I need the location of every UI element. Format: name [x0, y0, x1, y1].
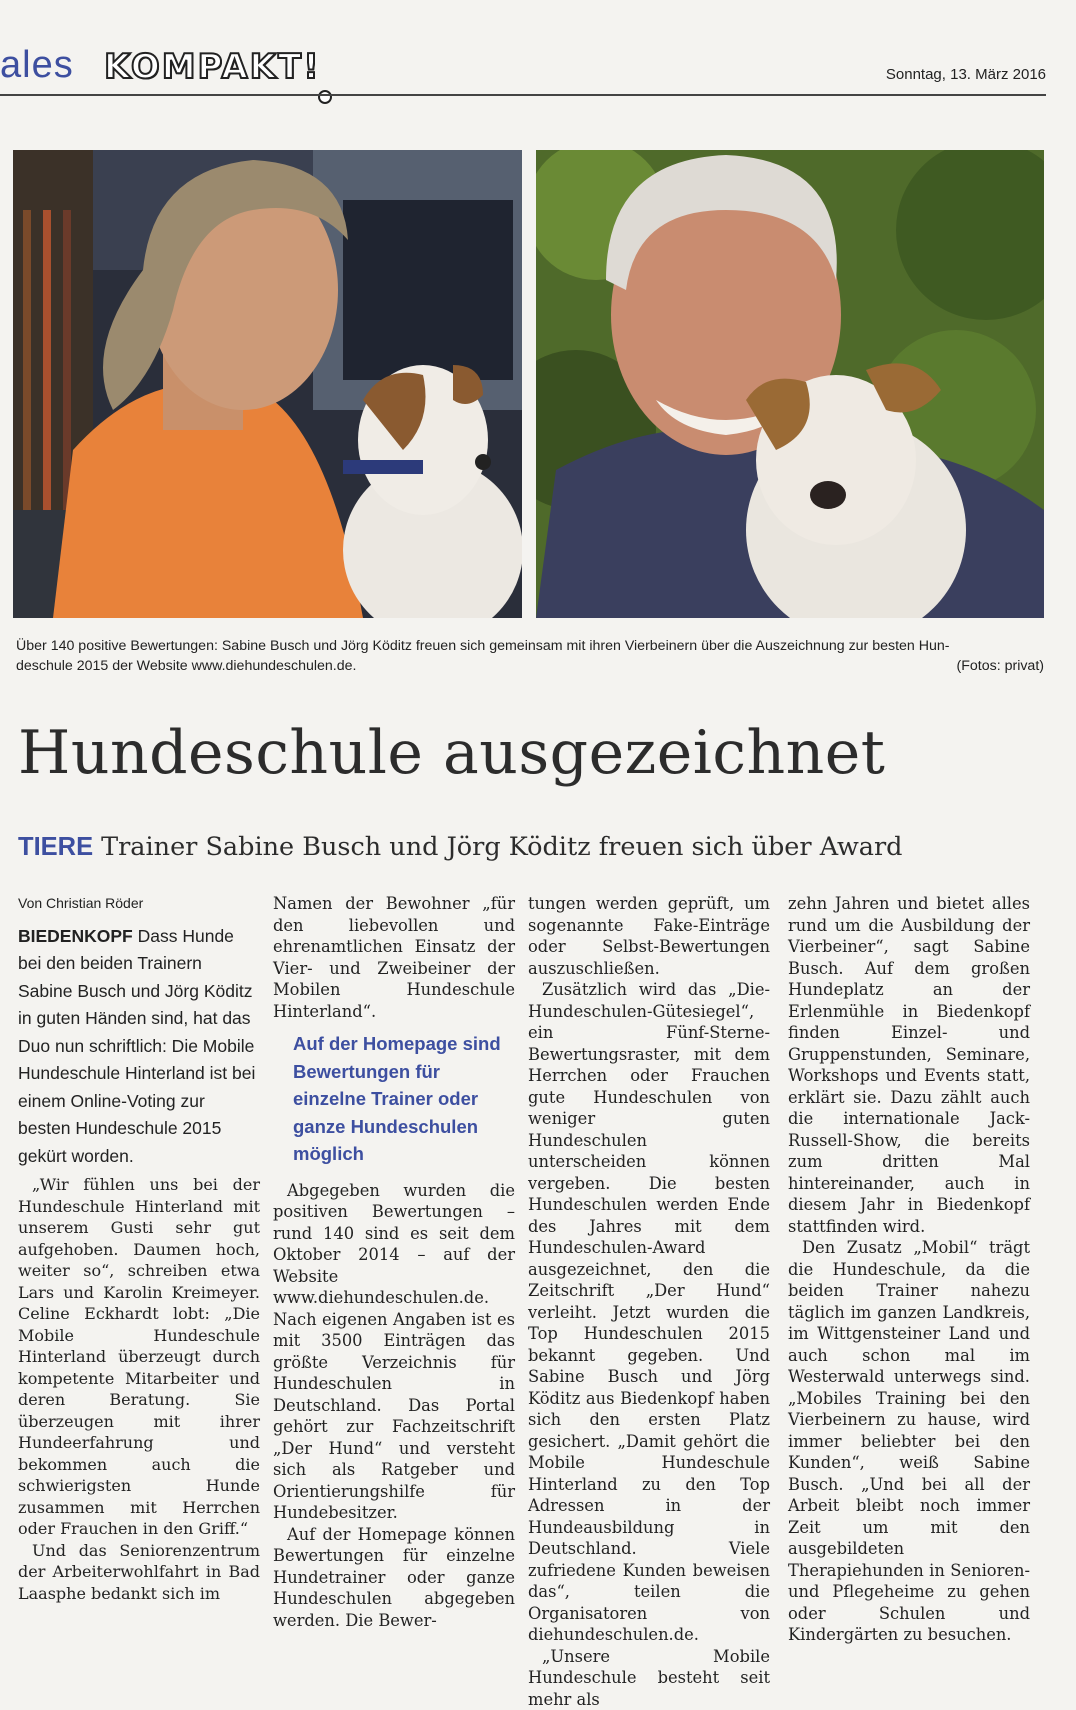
body-paragraph: Den Zusatz „Mobil“ trägt die Hundeschule, da die beiden Trainer nahezu täglich im ganzen Landkreis, im Wittgensteiner Land und auch schon mal im Westerwald unterwegs sind. „Mobiles Training bei den Vierbeinern zu hause, wird immer beliebter bei den Kunden“, weiß Sabine Busch. „Und bei all der Arbeit bleibt noch immer Zeit um mit den ausgebildeten Therapiehunden in Senioren- und Pflegeheime zu gehen oder Schulen und Kindergärten zu besuchen.	[788, 1237, 1030, 1646]
caption-line-1: Über 140 positive Bewertungen: Sabine Busch und Jörg Köditz freuen sich gemeinsam mit ihren Vierbeinern über die Auszeichnung zur besten Hun-	[16, 636, 1044, 656]
article-column-1	[18, 893, 260, 1604]
subheadline-text: Trainer Sabine Busch und Jörg Köditz freuen sich über Award	[101, 832, 902, 862]
body-paragraph: Auf der Homepage können Bewertungen für einzelne Hundetrainer oder ganze Hundeschulen abgegeben werden. Die Bewer-	[273, 1524, 515, 1632]
body-paragraph: Zusätzlich wird das „Die-Hundeschulen-Gütesiegel“, ein Fünf-Sterne-Bewertungsraster, mit dem Herrchen oder Frauchen gute Hundeschulen von weniger guten Hundeschulen unterscheiden können vergeben. Die besten Hundeschulen werden Ende des Jahres mit dem Hundeschulen-Award ausgezeichnet, den die Zeitschrift „Der Hund“ verleiht. Jetzt wurden die Top Hundeschulen 2015 bekannt gegeben. Und Sabine Busch und Jörg Köditz aus Biedenkopf haben sich den ersten Platz gesichert. „Damit gehört die Mobile Hundeschule Hinterland zu den Top Adressen in der Hundeausbildung in Deutschland. Viele zufriedene Kunden beweisen das“, teilen die Organisatoren von diehundeschulen.de.	[528, 979, 770, 1646]
page-header	[0, 38, 1046, 102]
logo-dot-icon	[318, 90, 332, 104]
caption-line-2: deschule 2015 der Website www.diehundeschulen.de.	[16, 656, 1044, 676]
photo-credit: (Fotos: privat)	[956, 656, 1044, 676]
byline: Von Christian Röder	[18, 893, 260, 915]
body-paragraph: Namen der Bewohner „für den liebevollen und ehrenamtlichen Einsatz der Vier- und Zweibeiner der Mobilen Hundeschule Hinterland“.	[273, 893, 515, 1022]
photo-sabine-busch	[13, 150, 522, 618]
body-paragraph: zehn Jahren und bietet alles rund um die Ausbildung der Vierbeiner“, sagt Sabine Busch. Auf dem großen Hundeplatz an der Erlenmühle in Biedenkopf finden Einzel- und Gruppenstunden, Seminare, Workshops und Events statt, erklärt sie. Dazu zählt auch die internationale Jack-Russell-Show, die bereits zum dritten Mal hintereinander, auch in diesem Jahr in Biedenkopf stattfinden wird.	[788, 893, 1030, 1237]
lead-paragraph	[18, 923, 260, 1171]
topic-kicker: TIERE	[18, 833, 93, 861]
section-logo: KOMPAKT!	[104, 47, 321, 87]
section-name: KOMPAKT	[104, 47, 303, 87]
article-column-4	[788, 893, 1030, 1646]
body-paragraph: Und das Seniorenzentrum der Arbeiterwohlfahrt in Bad Laasphe bedankt sich im	[18, 1540, 260, 1605]
body-paragraph: Abgegeben wurden die positiven Bewertungen – rund 140 sind es seit dem Oktober 2014 – auf der Website www.diehundeschulen.de. Nach eigenen Angaben ist es mit 3500 Einträgen das größte Verzeichnis für Hundeschulen in Deutschland. Das Portal gehört zur Fachzeitschrift „Der Hund“ und versteht sich als Ratgeber und Orientierungshilfe für Hundebesitzer.	[273, 1180, 515, 1524]
dateline: BIEDENKOPF	[18, 926, 133, 946]
header-rule	[0, 94, 1046, 96]
body-paragraph: „Wir fühlen uns bei der Hundeschule Hinterland mit unserem Gusti sehr gut aufgehoben. Daumen hoch, weiter so“, schreiben etwa Lars und Karolin Kreimeyer. Celine Eckhardt lobt: „Die Mobile Hundeschule Hinterland überzeugt durch kompetente Mitarbeiter und deren Beratung. Sie überzeugen mit ihrer Hundeerfahrung und bekommen auch die schwierigsten Hunde zusammen mit Herrchen oder Frauchen in den Griff.“	[18, 1174, 260, 1540]
section-fragment: ales	[0, 44, 74, 87]
article-subheadline	[18, 832, 903, 862]
lead-text: Dass Hunde bei den beiden Trainern Sabine Busch und Jörg Köditz in guten Händen sind, hat das Duo nun schriftlich: Die Mobile Hundeschule Hinterland ist bei einem Online-Voting zur besten Hundeschule 2015 gekürt worden.	[18, 926, 255, 1166]
photo-joerg-koeditz	[536, 150, 1044, 618]
article-headline: Hundeschule ausgezeichnet	[18, 718, 885, 788]
article-column-3	[528, 893, 770, 1710]
body-paragraph: tungen werden geprüft, um sogenannte Fake-Einträge oder Selbst-Bewertungen auszuschließen.	[528, 893, 770, 979]
article-column-2	[273, 893, 515, 1631]
issue-date: Sonntag, 13. März 2016	[886, 66, 1046, 83]
pull-quote: Auf der Homepage sind Bewertungen für einzelne Trainer oder ganze Hundeschulen möglich	[293, 1030, 515, 1168]
photo-caption	[16, 636, 1044, 676]
body-paragraph: „Unsere Mobile Hundeschule besteht seit mehr als	[528, 1646, 770, 1710]
